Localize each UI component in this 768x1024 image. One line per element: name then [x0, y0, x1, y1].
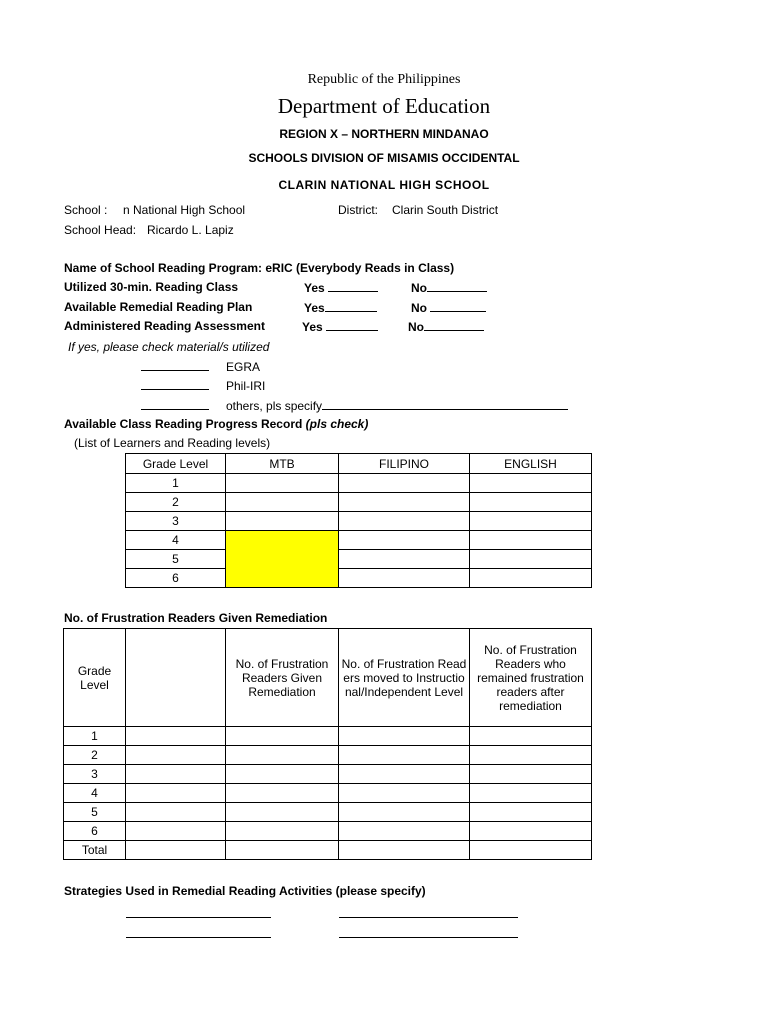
strategy-blank-3[interactable]	[126, 925, 271, 938]
header-mtb: MTB	[226, 454, 339, 474]
moved-cell[interactable]	[339, 746, 470, 765]
header-blank	[126, 629, 226, 727]
table-row	[126, 474, 592, 493]
given-cell[interactable]	[226, 822, 339, 841]
filipino-cell[interactable]	[339, 474, 470, 493]
school-head-label: School Head:	[64, 223, 137, 237]
utilized-no-option: No	[411, 280, 487, 295]
grade-cell: 2	[64, 746, 126, 765]
table-row	[64, 765, 592, 784]
english-cell[interactable]	[470, 550, 592, 569]
header-filipino: FILIPINO	[339, 454, 470, 474]
department-heading: Department of Education	[277, 94, 491, 118]
school-label: School :	[64, 203, 108, 217]
school-value: n National High School	[123, 203, 246, 217]
strategy-blank-1[interactable]	[126, 905, 271, 918]
remediation-title: No. of Frustration Readers Given Remediation	[64, 611, 328, 625]
table-row	[64, 784, 592, 803]
assessment-yes-option: Yes	[302, 319, 378, 334]
total-cell: Total	[64, 841, 126, 860]
strategy-blank-4[interactable]	[339, 925, 518, 938]
reading-program-name: Name of School Reading Program: eRIC (Everybody Reads in Class)	[64, 261, 455, 275]
moved-cell[interactable]	[339, 784, 470, 803]
remediation-table	[63, 628, 592, 860]
blank-cell[interactable]	[126, 727, 226, 746]
given-cell[interactable]	[226, 784, 339, 803]
moved-cell[interactable]	[339, 765, 470, 784]
region-heading: REGION X – NORTHERN MINDANAO	[279, 127, 489, 141]
utilized-yes-option: Yes	[304, 280, 378, 295]
school-name-heading: CLARIN NATIONAL HIGH SCHOOL	[278, 178, 490, 192]
header-grade-level: Grade Level	[64, 629, 126, 727]
grade-cell: 1	[64, 727, 126, 746]
filipino-cell[interactable]	[339, 550, 470, 569]
blank-cell[interactable]	[126, 841, 226, 860]
remedial-no-option: No	[411, 300, 486, 315]
header-given-remediation: No. of Frustration Readers Given Remediation	[226, 629, 339, 727]
progress-record-title: Available Class Reading Progress Record (pls check)	[64, 417, 369, 431]
mtb-highlighted-cell	[226, 531, 339, 588]
filipino-cell[interactable]	[339, 493, 470, 512]
assessment-no-option: No	[408, 319, 484, 334]
table-row	[126, 550, 592, 569]
table-row	[126, 512, 592, 531]
header-remained-frustration: No. of Frustration Readers who remained frustration readers after remediation	[470, 629, 592, 727]
header-english: ENGLISH	[470, 454, 592, 474]
given-cell[interactable]	[226, 765, 339, 784]
utilized-reading-class-label: Utilized 30-min. Reading Class	[64, 280, 239, 294]
table-row	[64, 803, 592, 822]
remained-cell[interactable]	[470, 803, 592, 822]
blank-cell[interactable]	[126, 765, 226, 784]
grade-cell: 4	[64, 784, 126, 803]
republic-heading: Republic of the Philippines	[307, 72, 461, 87]
if-yes-note: If yes, please check material/s utilized	[68, 340, 270, 354]
given-cell[interactable]	[226, 727, 339, 746]
grade-cell: 3	[126, 512, 226, 531]
blank-cell[interactable]	[126, 822, 226, 841]
district-value: Clarin South District	[392, 203, 499, 217]
material-egra: EGRA	[141, 359, 260, 374]
moved-cell[interactable]	[339, 803, 470, 822]
grade-cell: 6	[64, 822, 126, 841]
moved-cell[interactable]	[339, 822, 470, 841]
grade-cell: 2	[126, 493, 226, 512]
remained-cell[interactable]	[470, 727, 592, 746]
moved-cell[interactable]	[339, 727, 470, 746]
remained-cell[interactable]	[470, 765, 592, 784]
mtb-cell[interactable]	[226, 474, 339, 493]
grade-cell: 6	[126, 569, 226, 588]
english-cell[interactable]	[470, 512, 592, 531]
school-head-value: Ricardo L. Lapiz	[147, 223, 234, 237]
blank-cell[interactable]	[126, 803, 226, 822]
given-cell[interactable]	[226, 803, 339, 822]
table-row	[126, 493, 592, 512]
table-row	[126, 531, 592, 550]
progress-record-table	[125, 453, 592, 588]
table-row	[64, 822, 592, 841]
assessment-label: Administered Reading Assessment	[64, 319, 265, 333]
division-heading: SCHOOLS DIVISION OF MISAMIS OCCIDENTAL	[248, 151, 520, 165]
remained-cell[interactable]	[470, 746, 592, 765]
mtb-cell[interactable]	[226, 493, 339, 512]
strategies-title: Strategies Used in Remedial Reading Activities (please specify)	[64, 884, 426, 898]
mtb-cell[interactable]	[226, 512, 339, 531]
header-grade-level: Grade Level	[126, 454, 226, 474]
remedial-plan-label: Available Remedial Reading Plan	[64, 300, 253, 314]
remedial-yes-option: Yes	[304, 300, 377, 315]
table-row	[64, 746, 592, 765]
filipino-cell[interactable]	[339, 569, 470, 588]
table-header-row	[126, 454, 592, 474]
blank-cell[interactable]	[126, 784, 226, 803]
grade-cell: 1	[126, 474, 226, 493]
english-cell[interactable]	[470, 493, 592, 512]
material-phil-iri: Phil-IRI	[141, 378, 265, 393]
header-moved-to-instructional: No. of Frustration Readers moved to Instructional/Independent Level	[339, 629, 470, 727]
table-row	[126, 569, 592, 588]
given-cell[interactable]	[226, 746, 339, 765]
remained-cell[interactable]	[470, 784, 592, 803]
table-row	[64, 727, 592, 746]
grade-cell: 4	[126, 531, 226, 550]
filipino-cell[interactable]	[339, 512, 470, 531]
district-label: District:	[338, 203, 378, 217]
english-cell[interactable]	[470, 474, 592, 493]
progress-record-subtitle: (List of Learners and Reading levels)	[74, 436, 271, 450]
table-header-row	[64, 629, 592, 727]
remained-cell[interactable]	[470, 841, 592, 860]
blank-cell[interactable]	[126, 746, 226, 765]
filipino-cell[interactable]	[339, 531, 470, 550]
moved-cell[interactable]	[339, 841, 470, 860]
table-row-total	[64, 841, 592, 860]
remained-cell[interactable]	[470, 822, 592, 841]
given-cell[interactable]	[226, 841, 339, 860]
english-cell[interactable]	[470, 569, 592, 588]
strategy-blank-2[interactable]	[339, 905, 518, 918]
english-cell[interactable]	[470, 531, 592, 550]
material-others: others, pls specify	[141, 398, 568, 413]
grade-cell: 5	[126, 550, 226, 569]
grade-cell: 3	[64, 765, 126, 784]
grade-cell: 5	[64, 803, 126, 822]
